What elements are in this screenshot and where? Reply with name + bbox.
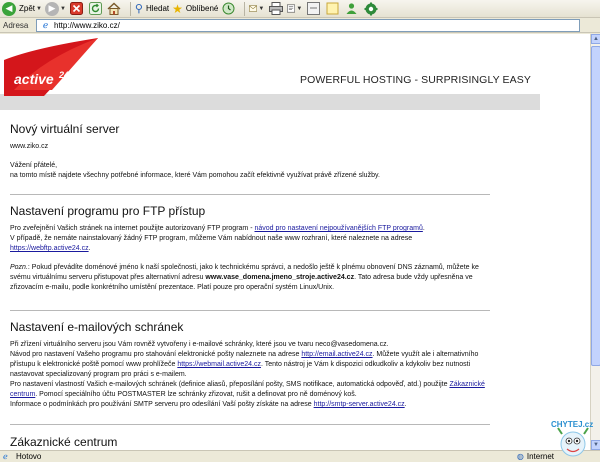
scroll-thumb[interactable] [591, 46, 600, 366]
forward-button[interactable] [45, 1, 66, 17]
customer-center-link[interactable]: Zákaznické centrum [10, 381, 485, 398]
section-divider [10, 310, 490, 311]
toolbar-divider [130, 2, 131, 16]
section-title: Nastavení e-mailových schránek [10, 320, 184, 334]
history-icon[interactable] [221, 1, 236, 16]
favorites-button[interactable] [172, 1, 218, 17]
email-paragraph [10, 340, 485, 410]
chevron-down-icon[interactable]: ▼ [59, 5, 66, 12]
smtp-link[interactable]: http://smtp-server.active24.cz [313, 401, 405, 408]
intro-text: na tomto místě najdete všechny potřebné informace, které Vám pomohou začít efektivně využívat právě zřízené služby. [10, 172, 380, 179]
section-customer-center [10, 435, 485, 450]
scroll-up-arrow-icon[interactable]: ▲ [591, 34, 600, 44]
chevron-down-icon[interactable]: ▼ [258, 5, 265, 12]
chevron-down-icon[interactable]: ▼ [296, 5, 303, 12]
home-icon[interactable] [107, 1, 122, 16]
zone-label: Internet [526, 452, 554, 461]
ftp-guide-link[interactable]: návod pro nastavení nejpoužívanějších FTP programů [254, 225, 423, 232]
domain-text: www.ziko.cz [10, 143, 49, 150]
section-new-server [10, 122, 485, 181]
greeting-text: Vážení přátelé, [10, 162, 58, 169]
mail-icon[interactable] [249, 1, 264, 16]
address-url: http://www.ziko.cz/ [54, 20, 120, 30]
ftp-text: . [422, 225, 425, 232]
search-button[interactable] [135, 1, 169, 17]
email-text: . Můžete využít ale i alternativního přístupu k elektronické poště pomocí www prohlížeče [10, 351, 479, 368]
section-divider [10, 194, 490, 195]
active24-logo[interactable] [4, 38, 102, 98]
email-text: Informace o podmínkách pro používání SMTP serveru pro odesílání Vaší pošty získáte na adrese [10, 401, 314, 408]
print-icon[interactable] [268, 1, 283, 16]
messenger-icon[interactable] [344, 1, 359, 16]
tools-icon[interactable] [363, 1, 378, 16]
page-content [0, 34, 590, 450]
search-icon: ⚲ [134, 3, 143, 15]
ftp-paragraph [10, 224, 485, 254]
email-guide-link[interactable]: http://email.active24.cz [301, 351, 373, 358]
section-email [10, 320, 485, 410]
webftp-link[interactable]: https://webftp.active24.cz [10, 245, 89, 252]
note-text: : Pokud převádíte doménové jméno k naší společnosti, jako k technickému správci, a nedošlo ještě k plnému obnovení DNS záznamů, můžete ke svému virtuálnímu serveru přistupovat přes alternativní adresu [10, 264, 479, 281]
chytej-watermark [548, 418, 598, 460]
discuss-icon[interactable] [306, 1, 321, 16]
back-arrow-icon: ◀ [2, 2, 16, 16]
toolbar-divider [244, 2, 245, 16]
ftp-text: Pro zveřejnění Vašich stránek na internet použijte autorizovaný FTP program - [10, 225, 255, 232]
email-text: . Tento nástroj je Vám k dispozici odkudkoliv a kdykoliv bez nutnosti nastavovat specializovaný program pro práci s e-mailem. [10, 361, 471, 378]
note-text: . Tato adresa bude vždy upřesněna ve zřizovacím e-mailu, podle konkrétního umístění prezentace. Platí pouze pro operační systém Linux/Unix. [10, 274, 473, 291]
section-title: Nastavení programu pro FTP přístup [10, 204, 206, 218]
ftp-text: V případě, že nemáte nainstalovaný žádný FTP program, můžeme Vám nabídnout naše www rozhraní, které naleznete na adrese [10, 235, 413, 242]
status-text: Hotovo [16, 452, 42, 461]
page-done-icon: ℯ [3, 451, 8, 461]
folder-icon[interactable] [325, 1, 340, 16]
edit-icon[interactable] [287, 1, 302, 16]
globe-icon: ◍ [516, 452, 524, 461]
address-bar [0, 18, 600, 33]
section-divider [10, 424, 490, 425]
refresh-icon[interactable] [88, 1, 103, 16]
back-button[interactable] [2, 1, 42, 17]
toolbar [0, 0, 600, 18]
webmail-link[interactable]: https://webmail.active24.cz [177, 361, 261, 368]
forward-arrow-icon: ▶ [45, 2, 59, 16]
section-title: Zákaznické centrum [10, 435, 118, 449]
scroll-down-arrow-icon[interactable]: ▼ [591, 440, 600, 450]
section-title: Nový virtuální server [10, 122, 120, 136]
site-header [0, 34, 590, 110]
address-label: Adresa [3, 20, 29, 30]
email-text: . Pomocí speciálního účtu POSTMASTER lze schránky zřizovat, rušit a definovat pro ně doménový koš. [35, 391, 357, 398]
email-text: Při zřízení virtuálního serveru jsou Vám rovněž vytvořeny i e-mailové schránky, které jsou ve tvaru neco@vasedomena.cz. [10, 341, 389, 348]
svg-text:24: 24 [59, 70, 70, 80]
email-text: . [404, 401, 407, 408]
ie-page-icon: ℯ [42, 19, 49, 30]
vertical-scrollbar[interactable] [590, 34, 600, 450]
back-label: Zpět [19, 4, 36, 13]
ftp-note [10, 263, 485, 293]
ftp-text: . [88, 245, 91, 252]
address-input[interactable] [36, 19, 580, 32]
star-icon: ★ [172, 1, 183, 16]
email-text: Pro nastavení vlastností Vašich e-mailových schránek (definice aliasů, přeposílání pošty, SMS notifikace, automatická odpověď, atd.) použijte [10, 381, 450, 388]
svg-text:CHYTEJ.cz: CHYTEJ.cz [551, 420, 594, 429]
note-label: Pozn. [10, 264, 28, 271]
section-ftp [10, 204, 485, 293]
status-bar [0, 450, 600, 462]
chevron-down-icon[interactable]: ▼ [36, 5, 42, 12]
favorites-label: Oblíbené [185, 4, 219, 13]
alt-address: www.vase_domena.jmeno_stroje.active24.cz [205, 274, 355, 281]
email-text: Návod pro nastavení Vašeho programu pro stahování elektronické pošty naleznete na adrese [10, 351, 302, 358]
svg-text:active: active [14, 71, 54, 87]
header-tagline: POWERFUL HOSTING - SURPRISINGLY EASY [300, 74, 531, 86]
stop-icon[interactable] [69, 1, 84, 16]
search-label: Hledat [145, 4, 170, 13]
